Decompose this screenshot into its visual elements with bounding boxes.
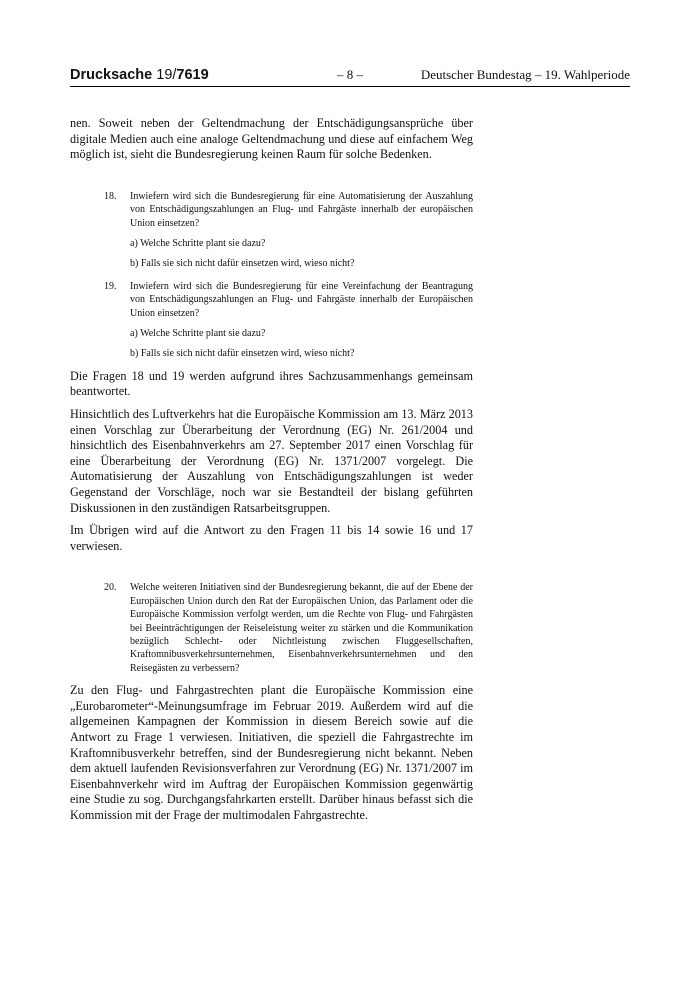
question-19 (70, 280, 473, 320)
document-number: Drucksache 19/7619 (70, 67, 209, 83)
answer-paragraph: Hinsichtlich des Luftverkehrs hat die Europäische Kommission am 13. März 2013 einen Vorschlag zur Überarbeitung der Verordnung (EG) Nr. 261/2004 und hinsichtlich des Eisenbahnverkehrs am 27. September 2017 einen Vorschlag für eine Überarbeitung der Verordnung (EG) Nr. 1371/2007 vorgelegt. Die Automatisierung der Auszahlung von Entschädigungszahlungen ist weder Gegenstand der Vorschläge, noch war sie Bestandteil der bislang geführten Diskussionen in den zuständigen Ratsarbeitsgruppen. (70, 407, 473, 515)
page-header (70, 66, 630, 86)
answer-paragraph: Im Übrigen wird auf die Antwort zu den Fragen 11 bis 14 sowie 16 und 17 verwiesen. (70, 523, 473, 553)
page-number: – 8 – (337, 67, 363, 82)
question-18-sub-b: b) Falls sie sich nicht dafür einsetzen wird, wieso nicht? (130, 258, 355, 270)
question-18 (70, 190, 473, 230)
answer-paragraph: nen. Soweit neben der Geltendmachung der Entschädigungsansprüche über digitale Medien auch eine analoge Geltendmachung und diese auf einfachem Weg möglich ist, sieht die Bundesregierung keinen Raum für solche Bedenken. (70, 116, 473, 162)
document-body (70, 116, 473, 824)
question-text: Inwiefern wird sich die Bundesregierung für eine Automatisierung der Auszahlung von Entschädigungszahlungen an Flug- und Fahrgäste innerhalb der europäischen Union einsetzen? (130, 190, 473, 229)
parliament-label: Deutscher Bundestag – 19. Wahlperiode (420, 67, 630, 82)
header-rule (70, 86, 630, 87)
question-text: Inwiefern wird sich die Bundesregierung für eine Vereinfachung der Beantragung von Entschädigungszahlungen an Flug- und Fahrgäste innerhalb der Europäischen Union einsetzen? (130, 280, 473, 319)
question-18-sub-a: a) Welche Schritte plant sie dazu? (130, 238, 266, 249)
question-number: 18. (104, 190, 117, 202)
answer-paragraph: Zu den Flug- und Fahrgastrechten plant die Europäische Kommission eine „Eurobarometer“-Meinungsumfrage im Februar 2019. Außerdem wird auf die allgemeinen Kampagnen der Kommission in diesem Bereich sowie auf die Antwort zu Frage 1 verwiesen. Initiativen, die speziell die Fahrgastrechte im Kraftomnibusverkehr betreffen, sind der Bundesregierung nicht bekannt. Neben dem aktuell laufenden Revisionsverfahren zur Verordnung (EG) Nr. 1371/2007 im Eisenbahnverkehr wird im Auftrag der Europäischen Kommission gegenwärtig eine Studie zu sog. Durchgangsfahrkarten erstellt. Darüber hinaus befasst sich die Kommission mit der Frage der multimodalen Fahrgastrechte. (70, 683, 473, 822)
question-20 (70, 581, 473, 675)
question-number: 19. (104, 280, 117, 292)
answer-paragraph: Die Fragen 18 und 19 werden aufgrund ihres Sachzusammenhangs gemeinsam beantwortet. (70, 368, 473, 399)
question-19-sub-b: b) Falls sie sich nicht dafür einsetzen wird, wieso nicht? (130, 348, 355, 360)
question-text: Welche weiteren Initiativen sind der Bundesregierung bekannt, die auf der Ebene der Europäischen Union durch den Rat der Europäischen Union, das Parlament oder die Europäische Kommission verfolgt werden, um die Rechte von Flug- und Fahrgästen bei Beeinträchtigungen der Reiseleistung weiter zu stärken und die Kommunikation bezüglich Schlecht- oder Nichtleistung zwischen Fluggesellschaften, Kraftomnibusverkehrsunternehmen, Eisenbahnverkehrsunternehmen und den Reisegästen zu verbessern? (130, 582, 473, 674)
question-number: 20. (104, 582, 117, 594)
question-19-sub-a: a) Welche Schritte plant sie dazu? (130, 328, 266, 340)
